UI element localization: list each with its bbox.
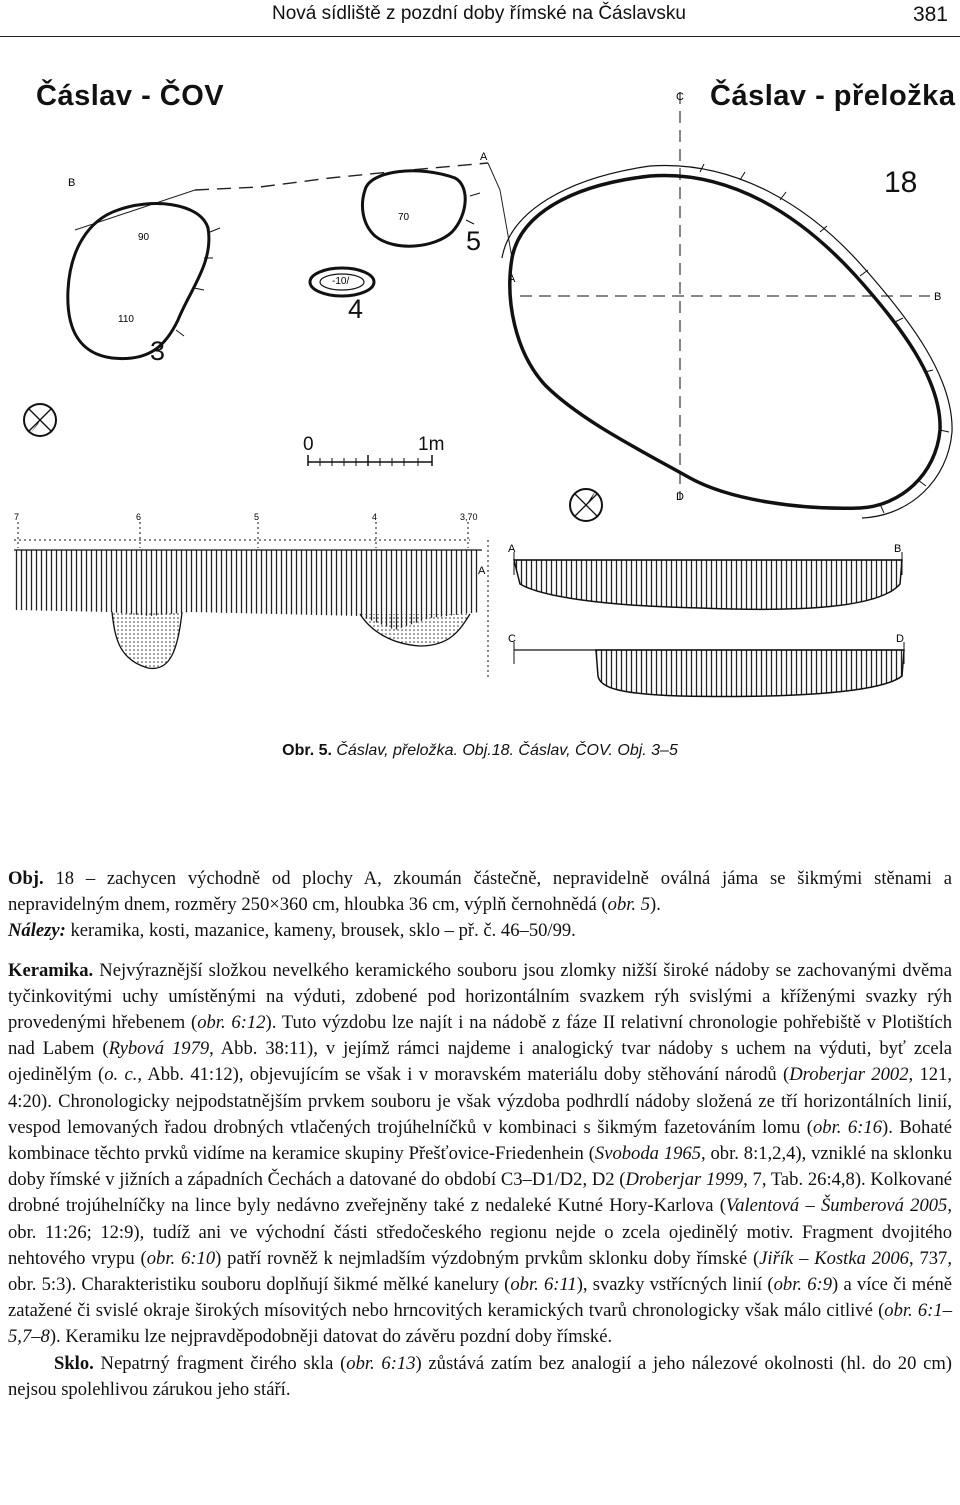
point-label-d: D bbox=[676, 491, 684, 503]
reference: Svoboda 1965 bbox=[594, 1143, 701, 1165]
left-plan-title: Čáslav - ČOV bbox=[36, 80, 225, 112]
text-run: ), svazky vstřícných linií ( bbox=[576, 1274, 774, 1296]
text-run: , 7, Tab. 26:4,8). Kolkované drobné trojúhelníčky na lince byly nedávno zveřejněny také z nedaleké Kutné Hory-Karlova ( bbox=[8, 1169, 953, 1217]
reference: obr. 6:12 bbox=[197, 1012, 266, 1034]
scale-label-meter: 1m bbox=[418, 434, 445, 455]
caption-text: Čáslav, přeložka. Obj.18. Čáslav, ČOV. Obj. 3–5 bbox=[336, 742, 678, 759]
point-label-c: C bbox=[508, 633, 516, 645]
text-run: , obr. 11:26; 12:9), tudíž ani ve východní části středočeského regionu nejde o zcela ojedinělý motiv. Fragment dvojitého nehtového vrypu ( bbox=[8, 1195, 952, 1269]
figure-caption bbox=[0, 742, 960, 760]
page-number: 381 bbox=[912, 3, 948, 26]
section-tick-label: 7 bbox=[14, 512, 20, 522]
text-run: , 121, 4:20). Chronologicky nejpodstatnějším prvkem souboru je však výzdoba podhrdlí nádoby složená ze tří horizontálních linií, vespod lemovaných řadou drobných vtlačených trojúhelníčků v kombinaci s šikmým fazetováním lomu ( bbox=[8, 1064, 953, 1138]
paragraph-keramika bbox=[8, 958, 952, 1351]
section-label-keramika: Keramika. bbox=[8, 959, 94, 981]
text-run: ) a více či méně zatažené či svislé okraje širokých mísovitých nebo hrncovitých keramických tvarů chronologicky však málo citlivé ( bbox=[8, 1274, 952, 1322]
section-profile-left bbox=[14, 522, 488, 680]
feature-3-plan bbox=[68, 204, 220, 359]
feature-label-3: 3 bbox=[150, 336, 166, 366]
depth-label: 110 bbox=[118, 314, 134, 325]
point-label-b: B bbox=[68, 177, 76, 189]
depth-label: 90 bbox=[138, 232, 150, 243]
reference: Rybová 1979 bbox=[108, 1038, 210, 1060]
finds-text: keramika, kosti, mazanice, kameny, brousek, sklo – př. č. 46–50/99. bbox=[65, 920, 576, 942]
scale-bar bbox=[308, 455, 432, 466]
obj-text-end: ). bbox=[650, 894, 661, 916]
running-head-title: Nová sídliště z pozdní doby římské na Čáslavsku bbox=[272, 3, 686, 24]
depth-label: 70 bbox=[398, 212, 410, 223]
section-profile-cd bbox=[514, 642, 904, 696]
paragraph-obj-18 bbox=[8, 866, 952, 945]
feature-5-plan bbox=[362, 171, 480, 246]
article-body bbox=[8, 866, 952, 1403]
reference: obr. 6:10 bbox=[146, 1247, 216, 1269]
obj-label: Obj. bbox=[8, 868, 44, 889]
point-label-a: A bbox=[508, 273, 516, 285]
section-label-sklo: Sklo. bbox=[54, 1352, 94, 1374]
text-run: , obr. 8:1,2,4), vzniklé na sklonku doby římské v jižních a západních Čechách a datované do období C3–D1/D2, D2 ( bbox=[8, 1143, 953, 1191]
reference: obr. 6:11 bbox=[510, 1274, 577, 1296]
text-run: ) zůstává zatím bez analogií a jeho nálezové okolnosti (hl. do 20 cm) nejsou spolehlivou zárukou jeho stáří. bbox=[8, 1352, 952, 1400]
text-run: ) patří rovněž k nejmladším výzdobným prvkům sklonku doby římské ( bbox=[215, 1247, 760, 1269]
reference: Jiřík – Kostka 2006 bbox=[759, 1247, 909, 1269]
section-tick-label: 6 bbox=[136, 512, 142, 522]
finds-label: Nálezy: bbox=[8, 920, 66, 942]
north-arrow-icon bbox=[570, 489, 602, 521]
north-arrow-icon bbox=[24, 404, 56, 436]
reference: obr. 6:1–5,7–8 bbox=[8, 1300, 952, 1348]
scale-label-zero: 0 bbox=[303, 434, 314, 455]
point-label-a: A bbox=[478, 565, 486, 577]
section-profile-ab bbox=[514, 552, 902, 609]
reference: o. c. bbox=[104, 1064, 138, 1086]
reference: Droberjar 1999 bbox=[625, 1169, 744, 1191]
reference: obr. 6:16 bbox=[813, 1116, 882, 1138]
section-tick-label: 4 bbox=[372, 512, 378, 522]
obj-text: 18 – zachycen východně od plochy A, zkoumán částečně, nepravidelně oválná jáma se šikmými stěnami a nepravidelným dnem, rozměry 250×360 cm, hloubka 36 cm, výplň černohnědá ( bbox=[8, 868, 952, 916]
section-line-ba bbox=[75, 163, 512, 258]
text-run: ). Keramiku lze nejpravděpodobněji datovat do závěru pozdní doby římské. bbox=[49, 1326, 613, 1348]
right-plan-title: Čáslav - přeložka bbox=[710, 80, 956, 112]
paragraph-sklo bbox=[8, 1351, 952, 1403]
text-run: , 737, obr. 5:3). Charakteristiku souboru doplňují šikmé mělké kanelury ( bbox=[8, 1247, 953, 1296]
text-run: , Abb. 38:11), v jejímž rámci najdeme i analogický tvar nádoby s uchem na výduti, byť zcela ojedinělým ( bbox=[8, 1038, 953, 1086]
point-label-c: C bbox=[676, 91, 684, 103]
caption-label: Obr. 5. bbox=[282, 742, 332, 759]
reference: Droberjar 2002 bbox=[789, 1064, 909, 1086]
depth-label: -10/ bbox=[332, 276, 350, 287]
reference: obr. 6:13 bbox=[346, 1352, 416, 1374]
point-label-b: B bbox=[894, 543, 902, 555]
feature-label-5: 5 bbox=[466, 226, 482, 256]
feature-label-4: 4 bbox=[348, 294, 364, 324]
feature-18-plan bbox=[502, 92, 952, 518]
text-run: ). Bohaté kombinace těchto prvků vidíme na keramice skupiny Přešťovice-Friedenhein ( bbox=[8, 1116, 953, 1165]
reference: obr. 6:9 bbox=[773, 1274, 833, 1296]
section-tick-label: 3,70 bbox=[460, 512, 478, 522]
text-run: , Abb. 41:12), objevujícím se však i v moravském materiálu doby stěhování národů ( bbox=[137, 1064, 790, 1086]
figure-reference: obr. 5 bbox=[607, 894, 651, 916]
text-run: ). Tuto výzdobu lze najít i na nádobě z fáze II relativní chronologie pohřebiště v Plotištích nad Labem ( bbox=[8, 1012, 952, 1060]
feature-label-18: 18 bbox=[884, 166, 918, 199]
section-tick-label: 5 bbox=[254, 512, 260, 522]
point-label-a: A bbox=[480, 151, 488, 163]
reference: Valentová – Šumberová 2005 bbox=[725, 1195, 948, 1217]
point-label-d: D bbox=[896, 633, 904, 645]
text-run: Nepatrný fragment čirého skla ( bbox=[93, 1352, 347, 1374]
point-label-a: A bbox=[508, 543, 516, 555]
point-label-b: B bbox=[934, 291, 942, 303]
text-run: Nejvýraznější složkou nevelkého keramického souboru jsou zlomky nižší široké nádoby se zachovanými dvěma tyčinkovitými uchy umístěnými na výduti, zdobené pod horizontálním svazkem rýh svislými a kříženými svazky rýh provedenými hřebenem ( bbox=[8, 959, 952, 1034]
